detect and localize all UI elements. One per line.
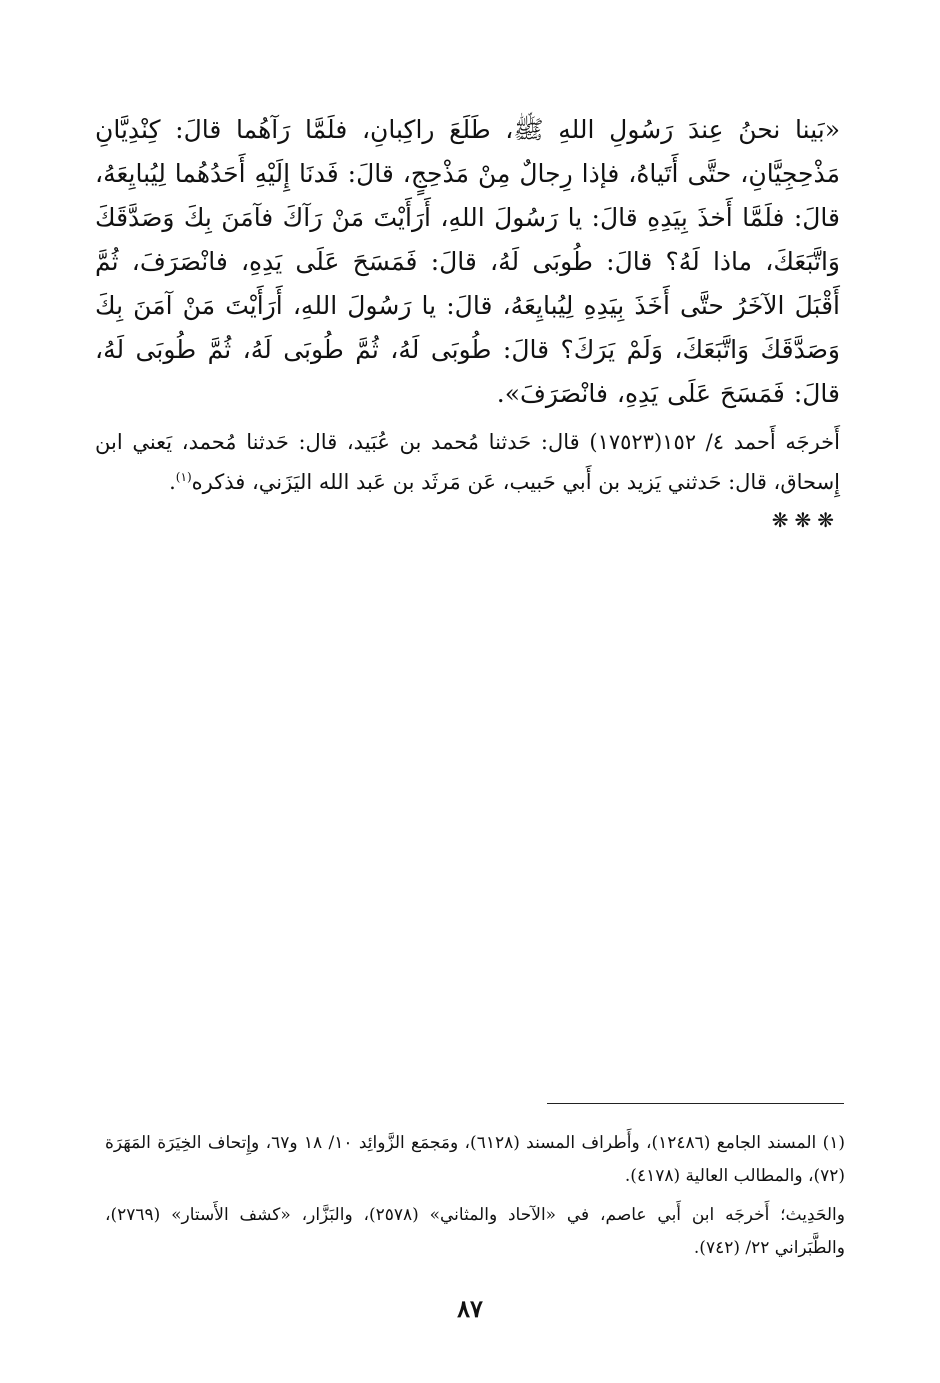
main-text-block	[95, 108, 840, 532]
footnotes-block	[105, 1127, 845, 1265]
section-separator: ❋❋❋	[771, 508, 840, 532]
footnote-marker: (١)	[175, 470, 192, 484]
hadith-paragraph: «بَينا نحنُ عِندَ رَسُولِ اللهِ ﷺ، طَلَعَ راكِبانِ، فلَمَّا رَآهُما قالَ: كِنْدِيَّانِ مَذْحِجِيَّانِ، حتَّى أَتَياهُ، فإذا رِجالٌ مِنْ مَذْحِجٍ، قالَ: فَدنَا إِلَيْهِ أَحَدُهُما لِيُبايِعَهُ، قالَ: فلَمَّا أَخذَ بِيَدِهِ قالَ: يا رَسُولَ اللهِ، أَرَأَيْتَ مَنْ رَآكَ فآمَنَ بِكَ وَصَدَّقَكَ وَاتَّبَعَكَ، ماذا لَهُ؟ قالَ: طُوبَى لَهُ، قالَ: فَمَسَحَ عَلَى يَدِهِ، فانْصَرَفَ، ثُمَّ أَقْبَلَ الآخَرُ حتَّى أَخَذَ بِيَدِهِ لِيُبايِعَهُ، قالَ: يا رَسُولَ اللهِ، أَرَأَيْتَ مَنْ آمَنَ بِكَ وَصَدَّقَكَ وَاتَّبَعَكَ، وَلَمْ يَرَكَ؟ قالَ: طُوبَى لَهُ، ثُمَّ طُوبَى لَهُ، ثُمَّ طُوبَى لَهُ، قالَ: فَمَسَحَ عَلَى يَدِهِ، فانْصَرَفَ».	[95, 115, 840, 408]
footnote-2: والحَدِيث؛ أَخرجَه ابن أَبي عاصم، في «الآحاد والمثاني» (٢٥٧٨)، والبَزَّار، «كشف الأَستار» (٢٧٦٩)، والطَّبَراني ٢٢/ (٧٤٢).	[105, 1205, 845, 1258]
source-paragraph: أَخرجَه أَحمد ٤/ ١٥٢(١٧٥٢٣) قال: حَدثنا مُحمد بن عُبَيد، قال: حَدثنا مُحمد، يَعني ابن إِسحاق، قال: حَدثني يَزيد بن أَبي حَبيب، عَن مَرثَد بن عَبد الله اليَزَني، فذكره$^{(١)}$.	[95, 430, 840, 494]
source-text: أَخرجَه أَحمد ٤/ ١٥٢(١٧٥٢٣) قال: حَدثنا مُحمد بن عُبَيد، قال: حَدثنا مُحمد، يَعني ابن إِسحاق، قال: حَدثني يَزيد بن أَبي حَبيب، عَن مَرثَد بن عَبد الله اليَزَني، فذكره	[95, 430, 840, 494]
footnote-divider	[547, 1103, 844, 1104]
footnote-1: (١) المسند الجامع (١٢٤٨٦)، وأَطراف المسند (٦١٢٨)، ومَجمَع الزَّوائِد ١٠/ ١٨ و٦٧، وإِتحاف الخِيَرَة المَهَرَة (٧٢)، والمطالب العالية (٤١٧٨).	[105, 1133, 845, 1186]
page-number: ٨٧	[457, 1294, 483, 1323]
